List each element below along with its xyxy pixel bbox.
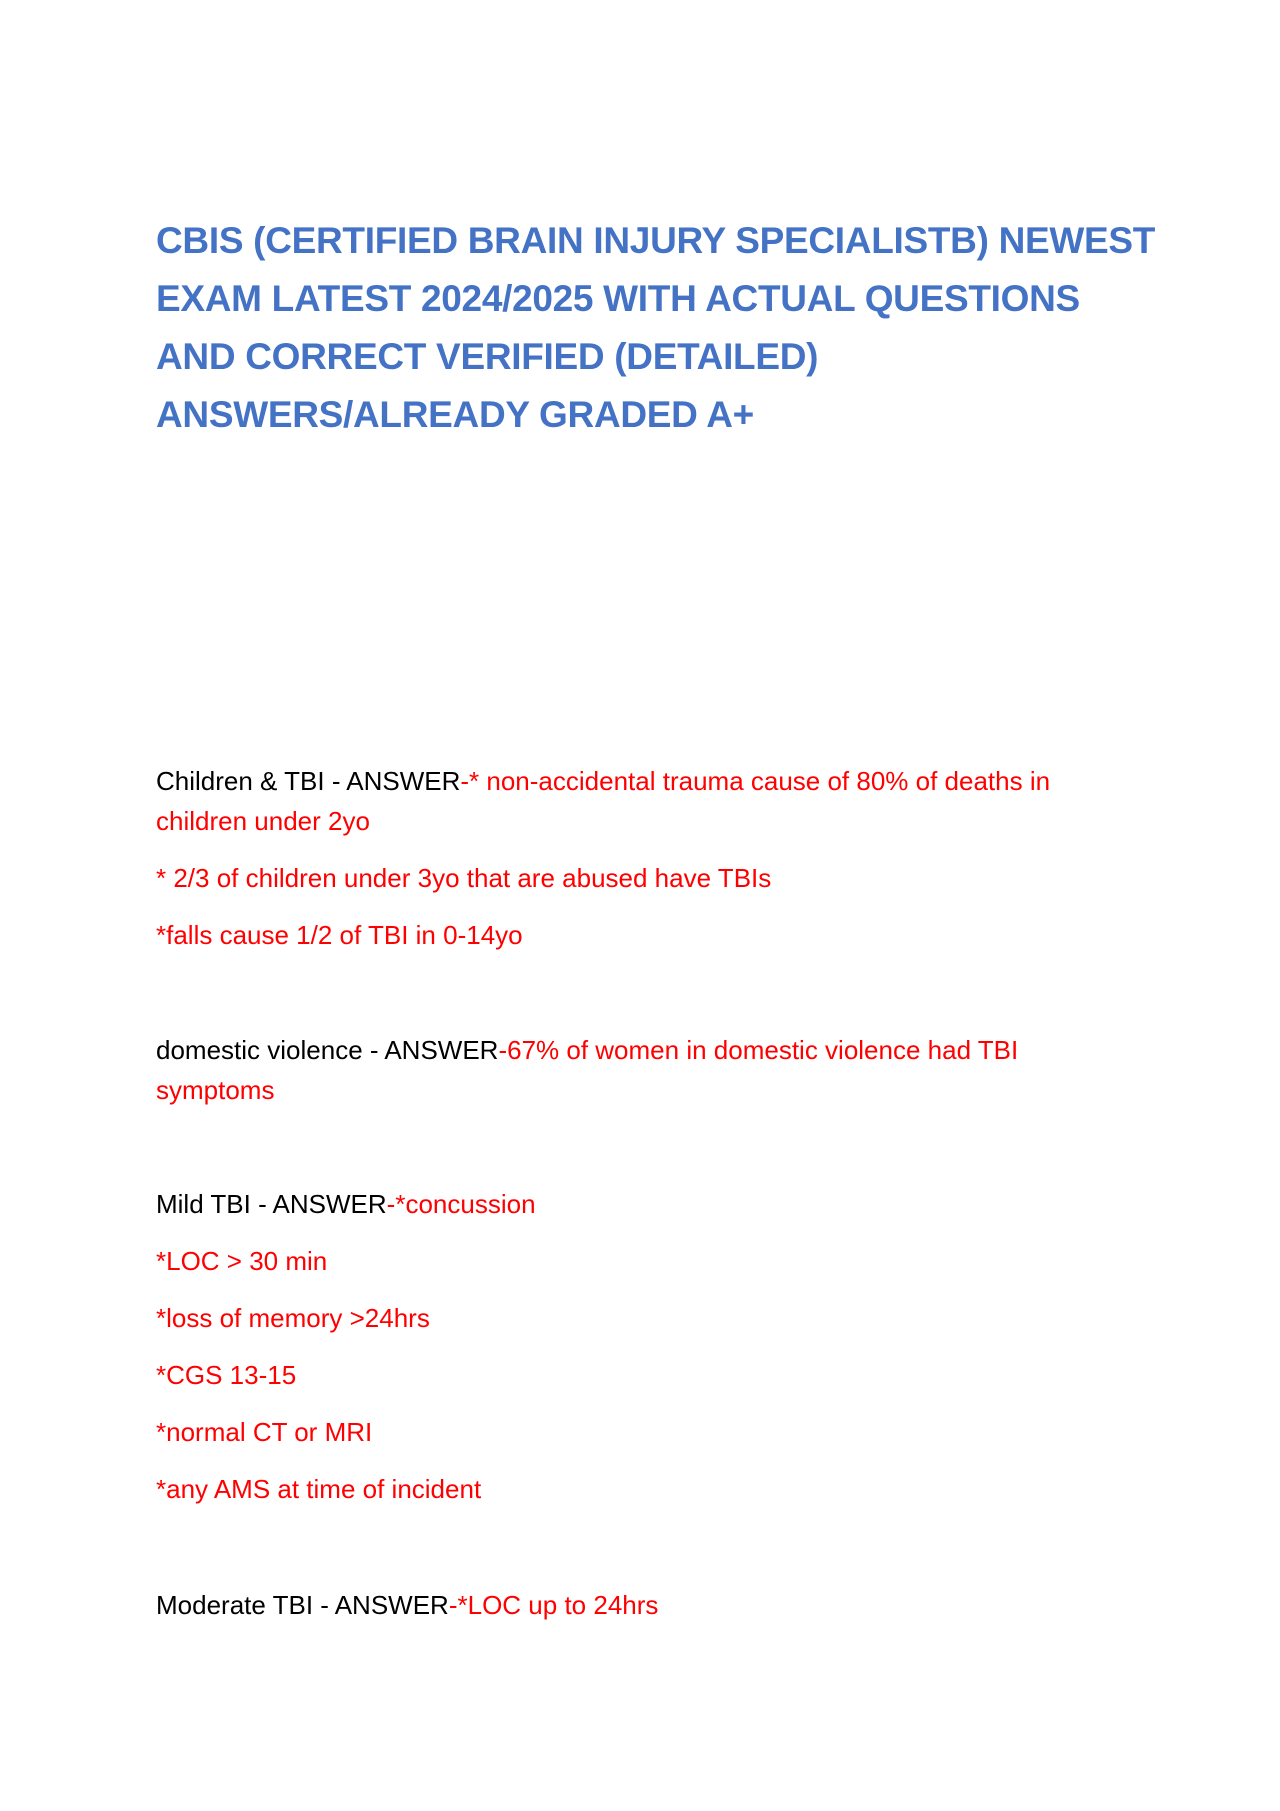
qa-item-mild-tbi bbox=[156, 1184, 1116, 1526]
qa-first-line bbox=[156, 1030, 1116, 1110]
answer-line: *falls cause 1/2 of TBI in 0-14yo bbox=[156, 920, 523, 950]
question-text: Children & TBI - ANSWER bbox=[156, 766, 461, 796]
qa-first-line bbox=[156, 1184, 1116, 1224]
answer-line: *loss of memory >24hrs bbox=[156, 1303, 430, 1333]
question-text: Moderate TBI - ANSWER bbox=[156, 1590, 449, 1620]
qa-item-children-tbi bbox=[156, 761, 1116, 972]
title-line: EXAM LATEST 2024/2025 WITH ACTUAL QUESTIONS bbox=[156, 278, 1080, 319]
answer-line: *any AMS at time of incident bbox=[156, 1474, 482, 1504]
answer-text: -* non-accidental trauma cause of 80% of deaths in children under 2yo bbox=[156, 766, 1051, 836]
title-line: CBIS (CERTIFIED BRAIN INJURY SPECIALISTB) NEWEST bbox=[156, 220, 1156, 261]
question-text: domestic violence - ANSWER bbox=[156, 1035, 499, 1065]
document-title bbox=[156, 212, 1156, 444]
answer-text: -67% of women in domestic violence had TBI symptoms bbox=[156, 1035, 1019, 1105]
title-line: AND CORRECT VERIFIED (DETAILED) bbox=[156, 336, 819, 377]
answer-line: *CGS 13-15 bbox=[156, 1360, 297, 1390]
qa-first-line bbox=[156, 1585, 1116, 1625]
title-line: ANSWERS/ALREADY GRADED A+ bbox=[156, 394, 754, 435]
qa-item-domestic-violence bbox=[156, 1030, 1116, 1127]
answer-text: -*LOC up to 24hrs bbox=[448, 1590, 659, 1620]
answer-text: -*concussion bbox=[386, 1189, 536, 1219]
qa-first-line bbox=[156, 761, 1116, 841]
qa-item-moderate-tbi bbox=[156, 1585, 1116, 1642]
question-text: Mild TBI - ANSWER bbox=[156, 1189, 387, 1219]
answer-line: * 2/3 of children under 3yo that are abused have TBIs bbox=[156, 863, 772, 893]
answer-line: *LOC > 30 min bbox=[156, 1246, 328, 1276]
answer-line: *normal CT or MRI bbox=[156, 1417, 373, 1447]
